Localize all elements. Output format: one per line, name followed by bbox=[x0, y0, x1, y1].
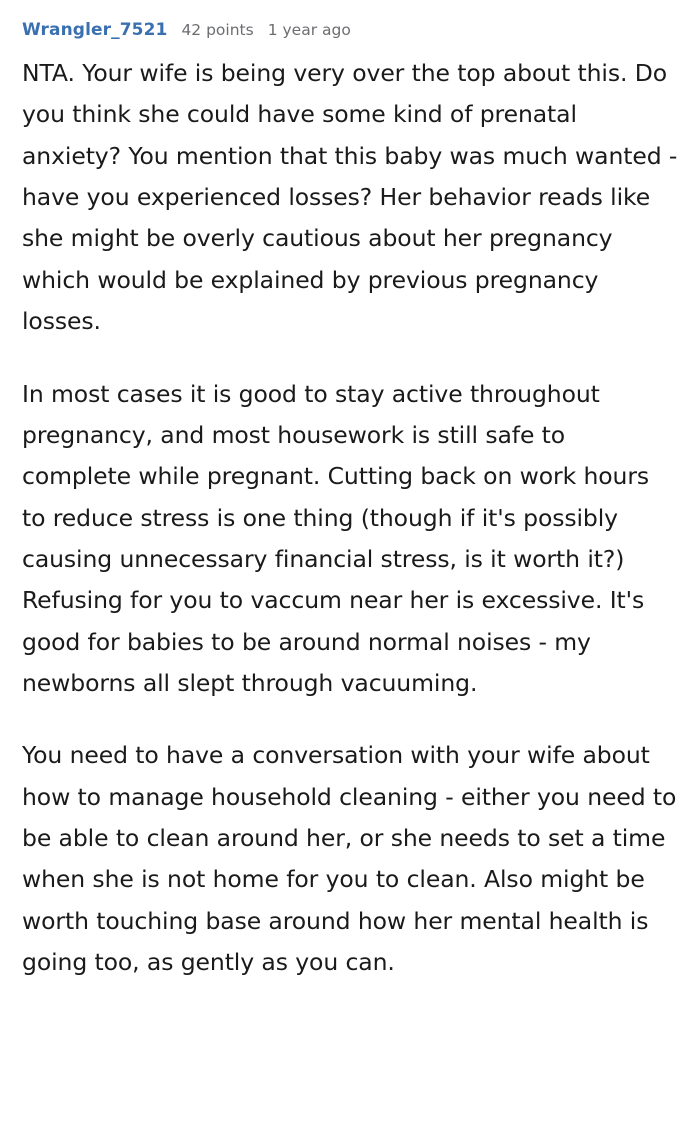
comment-author-link[interactable]: Wrangler_7521 bbox=[22, 20, 168, 40]
comment-timestamp: 1 year ago bbox=[267, 21, 351, 39]
comment-paragraph: NTA. Your wife is being very over the top about this. Do you think she could have some kind of prenatal anxiety? You mention that this baby was much wanted - have you experienced losses? Her behavior reads like she might be overly cautious about her pregnancy which would be explained by previous pregnancy losses. bbox=[22, 59, 678, 336]
comment-paragraph: In most cases it is good to stay active throughout pregnancy, and most housework is still safe to complete while pregnant. Cutting back on work hours to reduce stress is one thing (though if it's possibly causing unnecessary financial stress, is it worth it?) Refusing for you to vaccum near her is excessive. It's good for babies to be around normal noises - my newborns all slept through vacuuming. bbox=[22, 379, 650, 698]
comment-header bbox=[22, 20, 678, 40]
comment-body bbox=[22, 53, 678, 984]
comment-score: 42 points bbox=[181, 21, 254, 39]
comment-paragraph: You need to have a conversation with your wife about how to manage household cleaning - either you need to be able to clean around her, or she needs to set a time when she is not home for you to clean. Also might be worth touching base around how her mental health is going too, as gently as you can. bbox=[22, 741, 677, 977]
